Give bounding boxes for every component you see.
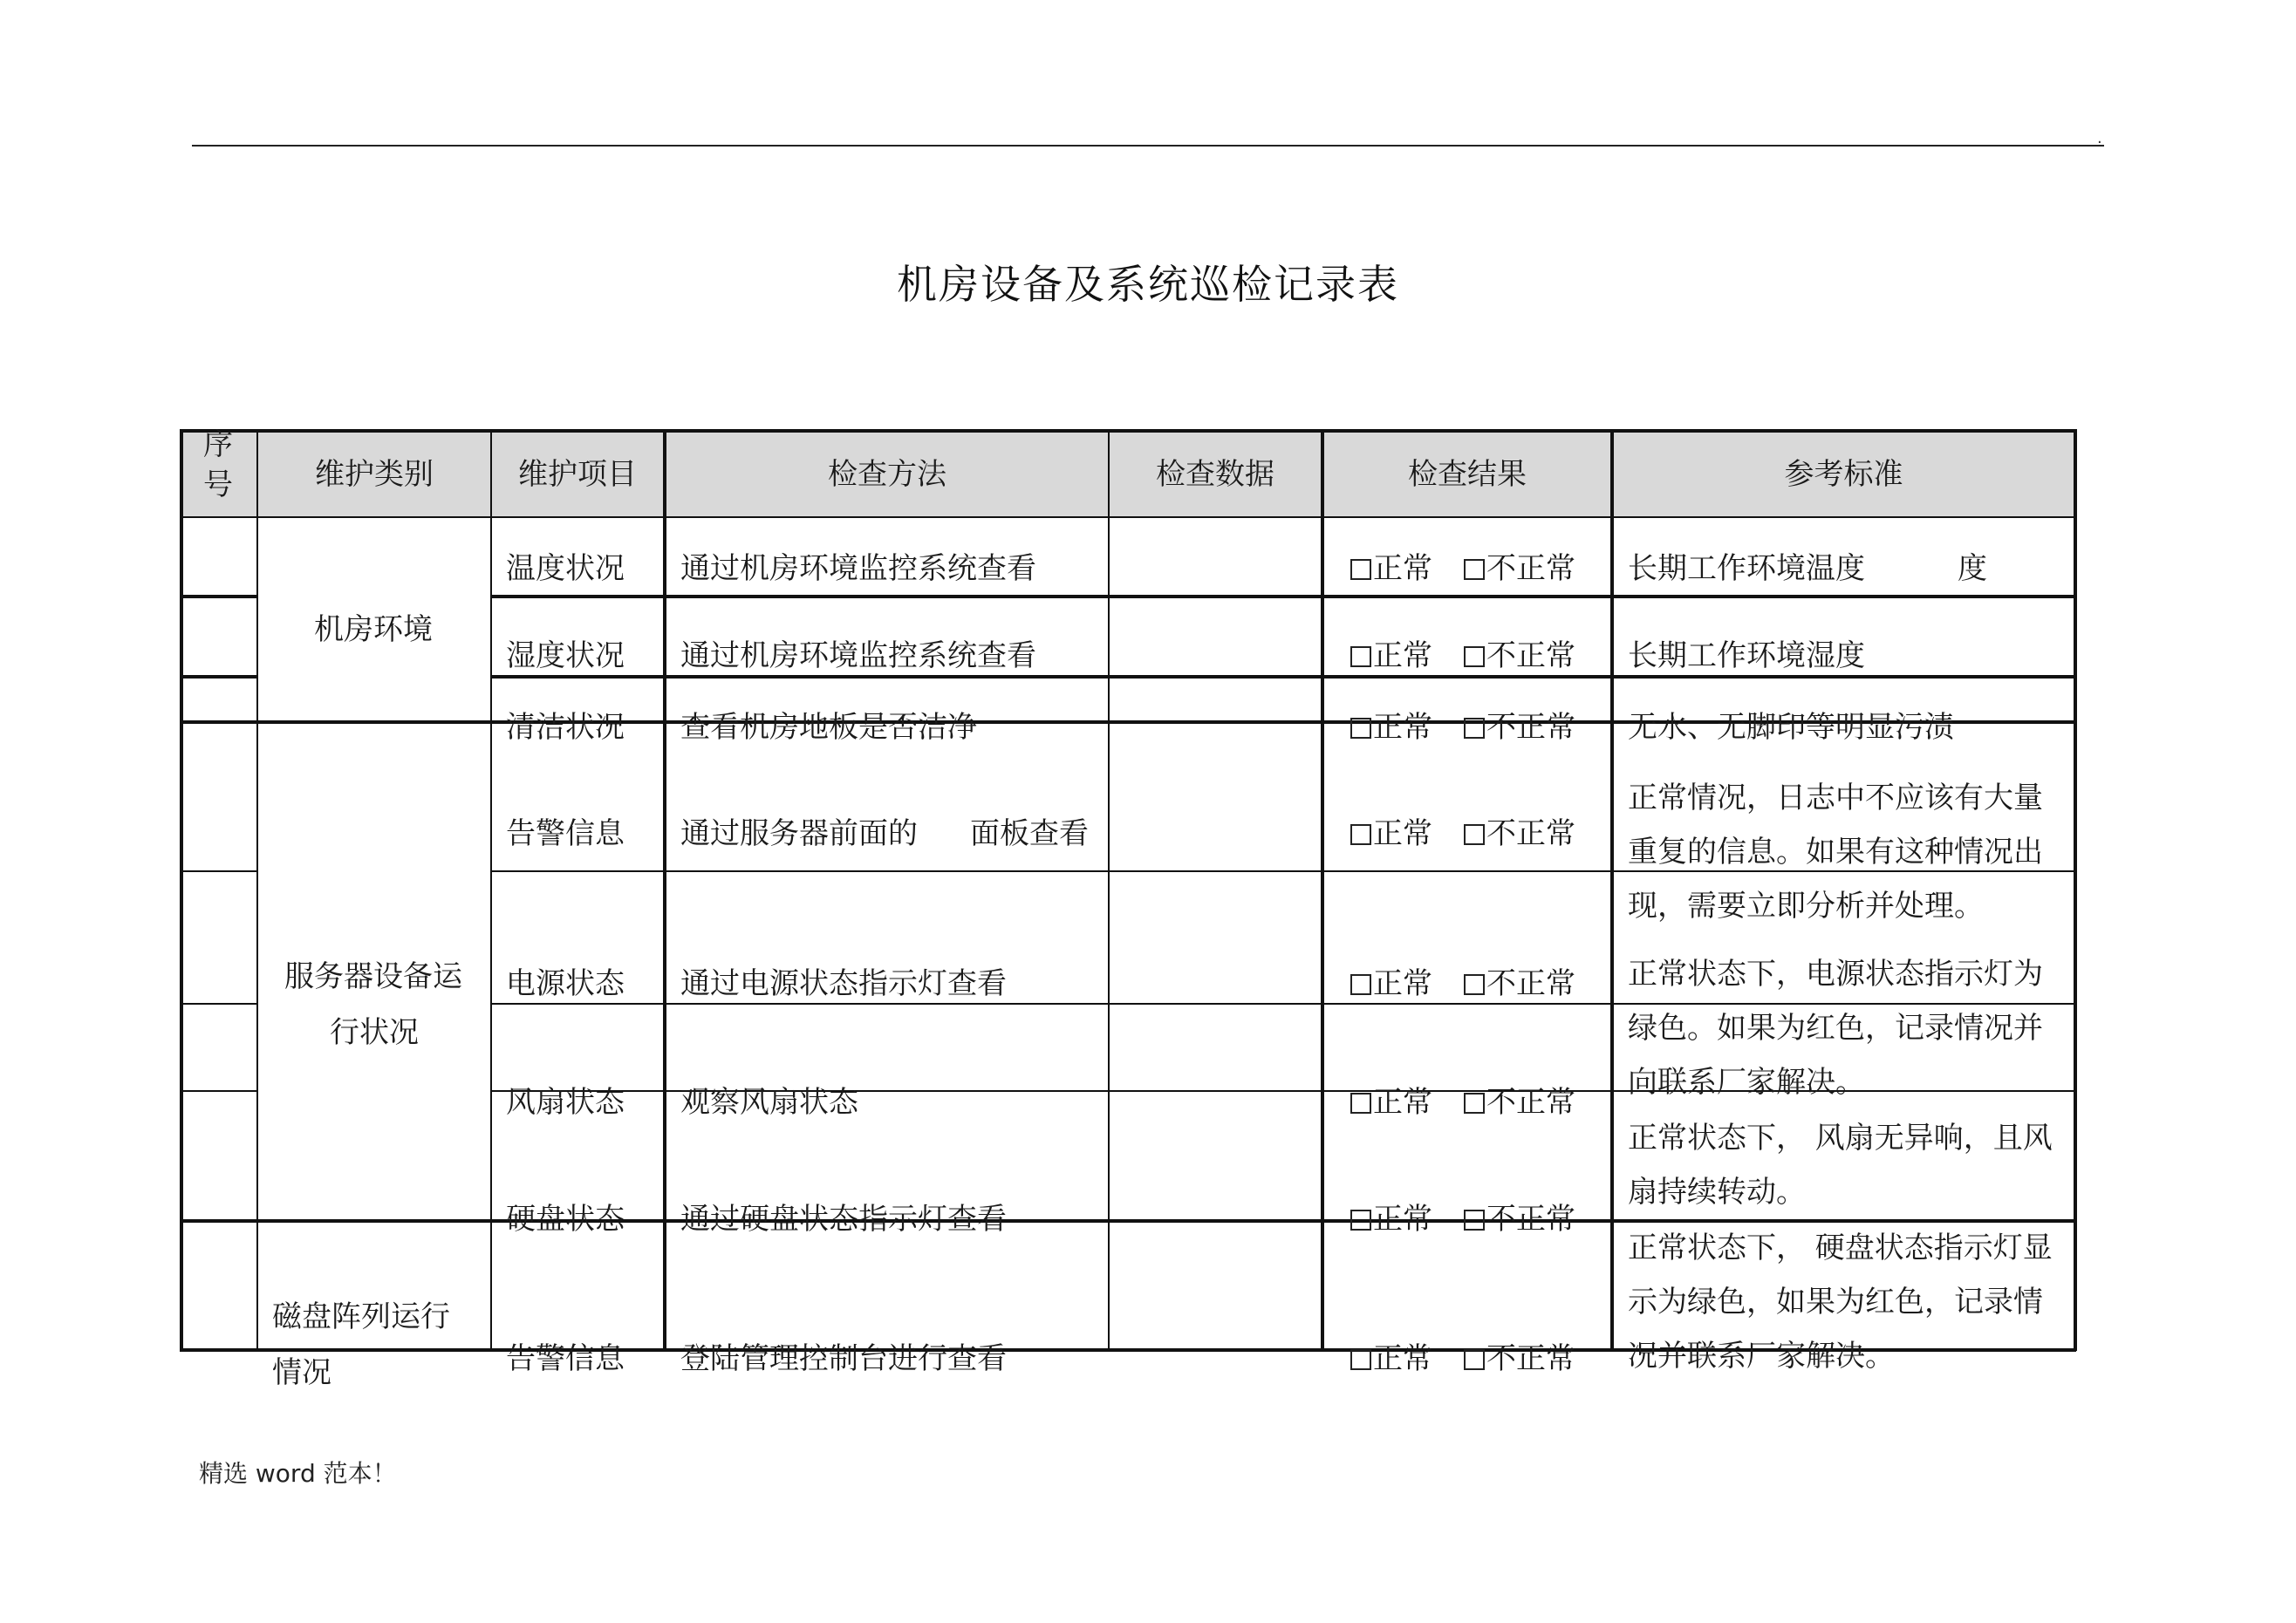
result-normal-option[interactable] <box>1350 966 1432 1001</box>
row-method: 通过机房环境监控系统查看 <box>680 638 1036 673</box>
row-result <box>1350 551 1575 586</box>
result-normal-option[interactable] <box>1350 1085 1432 1120</box>
result-normal-label: 正常 <box>1373 966 1432 1001</box>
row-result <box>1350 1341 1575 1376</box>
result-abnormal-option[interactable] <box>1464 1202 1575 1237</box>
result-abnormal-label: 不正常 <box>1486 966 1575 1001</box>
result-abnormal-option[interactable] <box>1464 638 1575 673</box>
row-result <box>1350 1085 1575 1120</box>
header-standard: 参考标准 <box>1784 457 1903 492</box>
result-normal-option[interactable] <box>1350 1202 1432 1237</box>
row-line <box>180 675 256 679</box>
result-normal-option[interactable] <box>1350 551 1432 586</box>
header-item: 维护项目 <box>518 457 637 492</box>
row-result <box>1350 816 1575 851</box>
result-normal-option[interactable] <box>1350 1341 1432 1376</box>
row-method: 查看机房地板是否洁净 <box>680 710 977 745</box>
row-method: 通过电源状态指示灯查看 <box>680 966 1007 1001</box>
table-header-bottom <box>180 516 2076 518</box>
result-abnormal-option[interactable] <box>1464 1341 1575 1376</box>
row-standard: 长期工作环境湿度 <box>1628 638 1865 673</box>
checkbox-icon[interactable] <box>1464 1210 1485 1231</box>
category-server-line2: 行状况 <box>330 1015 419 1050</box>
row-method: 通过机房环境监控系统查看 <box>680 551 1036 586</box>
result-abnormal-label: 不正常 <box>1486 710 1575 745</box>
row-standard: 无水、无脚印等明显污渍 <box>1628 710 1954 745</box>
row-line <box>490 595 2076 598</box>
checkbox-icon[interactable] <box>1464 646 1485 667</box>
result-normal-option[interactable] <box>1350 638 1432 673</box>
column-line <box>256 429 258 1350</box>
row-method: 登陆管理控制台进行查看 <box>680 1341 1007 1376</box>
checkbox-icon[interactable] <box>1350 718 1371 739</box>
row-standard: 正常状态下， 硬盘状态指示灯显示为绿色，如果为红色，记录情况并联系厂家解决。 <box>1628 1231 2053 1374</box>
row-standard: 长期工作环境温度 <box>1628 551 1865 586</box>
result-normal-label: 正常 <box>1373 551 1432 586</box>
checkbox-icon[interactable] <box>1350 1093 1371 1114</box>
result-normal-label: 正常 <box>1373 638 1432 673</box>
category-disk-line2: 情况 <box>272 1355 331 1390</box>
column-line <box>1108 429 1110 1350</box>
header-mark: . <box>2097 129 2102 147</box>
result-normal-label: 正常 <box>1373 1085 1432 1120</box>
result-abnormal-label: 不正常 <box>1486 551 1575 586</box>
row-standard: 正常状态下，电源状态指示灯为绿色。如果为红色，记录情况并向联系厂家解决。 <box>1628 957 2043 1100</box>
row-line <box>180 595 256 598</box>
row-item: 告警信息 <box>506 1341 625 1376</box>
header-seq-line2: 号 <box>203 467 233 502</box>
result-normal-option[interactable] <box>1350 816 1432 851</box>
result-abnormal-label: 不正常 <box>1486 1341 1575 1376</box>
row-method-suffix: 面板查看 <box>970 816 1089 851</box>
result-abnormal-option[interactable] <box>1464 1085 1575 1120</box>
checkbox-icon[interactable] <box>1464 559 1485 580</box>
row-item: 清洁状况 <box>506 710 625 745</box>
category-server-line1: 服务器设备运 <box>284 959 462 994</box>
row-result <box>1350 638 1575 673</box>
header-category: 维护类别 <box>315 457 434 492</box>
checkbox-icon[interactable] <box>1464 824 1485 845</box>
header-data: 检查数据 <box>1156 457 1274 492</box>
result-abnormal-label: 不正常 <box>1486 816 1575 851</box>
result-abnormal-option[interactable] <box>1464 551 1575 586</box>
row-standard-suffix: 度 <box>1958 551 1987 586</box>
row-method: 通过硬盘状态指示灯查看 <box>680 1202 1007 1237</box>
row-line <box>180 1090 256 1092</box>
result-abnormal-label: 不正常 <box>1486 1085 1575 1120</box>
row-standard: 正常情况，日志中不应该有大量重复的信息。如果有这种情况出现，需要立即分析并处理。 <box>1628 781 2043 924</box>
checkbox-icon[interactable] <box>1350 1210 1371 1231</box>
checkbox-icon[interactable] <box>1350 559 1371 580</box>
row-standard: 正常状态下， 风扇无异响，且风扇持续转动。 <box>1628 1121 2053 1210</box>
result-normal-label: 正常 <box>1373 710 1432 745</box>
row-item: 湿度状况 <box>506 638 625 673</box>
checkbox-icon[interactable] <box>1464 718 1485 739</box>
result-normal-label: 正常 <box>1373 1202 1432 1237</box>
column-line <box>1610 429 1614 1350</box>
row-item: 告警信息 <box>506 816 625 851</box>
page-footer: 精选 word 范本！ <box>199 1459 397 1488</box>
category-disk-line1: 磁盘阵列运行 <box>272 1299 450 1334</box>
result-abnormal-option[interactable] <box>1464 966 1575 1001</box>
column-line <box>1321 429 1324 1350</box>
result-abnormal-label: 不正常 <box>1486 1202 1575 1237</box>
row-line <box>490 675 2076 679</box>
table-border-right <box>2074 429 2077 1351</box>
header-method: 检查方法 <box>828 457 946 492</box>
checkbox-icon[interactable] <box>1350 974 1371 995</box>
result-normal-label: 正常 <box>1373 816 1432 851</box>
page-title: 机房设备及系统巡检记录表 <box>897 261 1399 308</box>
checkbox-icon[interactable] <box>1464 1349 1485 1370</box>
row-item: 硬盘状态 <box>506 1202 625 1237</box>
row-result <box>1350 710 1575 745</box>
table-border-top <box>180 429 2076 433</box>
checkbox-icon[interactable] <box>1350 824 1371 845</box>
checkbox-icon[interactable] <box>1464 974 1485 995</box>
column-line <box>490 429 492 1350</box>
checkbox-icon[interactable] <box>1350 646 1371 667</box>
row-method: 通过服务器前面的 <box>680 816 918 851</box>
result-abnormal-option[interactable] <box>1464 710 1575 745</box>
result-normal-option[interactable] <box>1350 710 1432 745</box>
result-abnormal-option[interactable] <box>1464 816 1575 851</box>
row-item: 风扇状态 <box>506 1085 625 1120</box>
row-line <box>180 870 256 872</box>
header-result: 检查结果 <box>1408 457 1527 492</box>
row-item: 温度状况 <box>506 551 625 586</box>
row-item: 电源状态 <box>506 966 625 1001</box>
header-rule <box>192 145 2104 147</box>
checkbox-icon[interactable] <box>1464 1093 1485 1114</box>
row-result <box>1350 1202 1575 1237</box>
result-normal-label: 正常 <box>1373 1341 1432 1376</box>
header-seq-line1: 序 <box>203 427 233 462</box>
checkbox-icon[interactable] <box>1350 1349 1371 1370</box>
column-line <box>663 429 666 1350</box>
category-room-env: 机房环境 <box>314 612 433 647</box>
row-line <box>180 1003 256 1005</box>
row-method: 观察风扇状态 <box>680 1085 858 1120</box>
result-abnormal-label: 不正常 <box>1486 638 1575 673</box>
row-result <box>1350 966 1575 1001</box>
table-border-left <box>180 429 183 1351</box>
